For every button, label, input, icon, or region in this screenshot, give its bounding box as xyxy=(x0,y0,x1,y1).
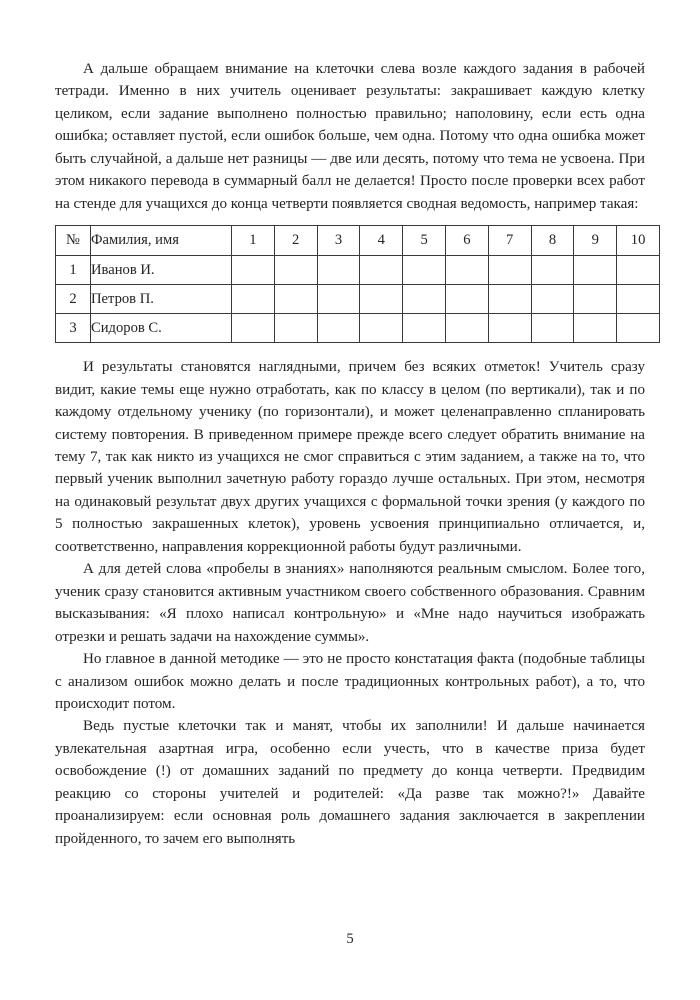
header-number: № xyxy=(56,226,91,256)
row-number: 2 xyxy=(56,285,91,314)
result-cell xyxy=(403,285,446,314)
header-task-7: 7 xyxy=(488,226,531,256)
row-number: 1 xyxy=(56,256,91,285)
result-cell xyxy=(232,314,275,343)
result-cell xyxy=(360,256,403,285)
header-task-8: 8 xyxy=(531,226,574,256)
table-row xyxy=(56,256,660,285)
result-cell xyxy=(360,314,403,343)
result-cell xyxy=(445,314,488,343)
paragraph: Ведь пустые клеточки так и манят, чтобы их заполнили! И дальше начинается увлекательная азартная игра, особенно если учесть, что в качестве приза будет освобождение (!) от домашних заданий по предмету до конца четверти. Предвидим реакцию со стороны учителей и родителей: «Да разве так можно?!» Давайте проанализируем: если основная роль домашнего задания заключается в закреплении пройденного, то зачем его выполнять xyxy=(55,718,645,847)
header-task-3: 3 xyxy=(317,226,360,256)
page-number: 5 xyxy=(346,931,354,947)
paragraph: А дальше обращаем внимание на клеточки слева возле каждого задания в рабочей тетради. Именно в них учитель оценивает результаты: закрашивает каждую клетку целиком, если задание выполнено полностью правильно; наполовину, если есть одна ошибка; оставляет пустой, если ошибок больше, чем одна. Потому что одна ошибка может быть случайной, а дальше нет разницы — две или десять, потому что тема не усвоена. При этом никакого перевода в суммарный балл не делается! Просто после проверки всех работ на стенде для учащихся до конца четверти появляется сводная ведомость, например такая: xyxy=(55,61,645,212)
result-cell xyxy=(488,256,531,285)
main-text-block xyxy=(55,356,645,850)
result-cell xyxy=(360,285,403,314)
header-task-6: 6 xyxy=(445,226,488,256)
table-row xyxy=(56,314,660,343)
header-name: Фамилия, имя xyxy=(91,226,232,256)
result-cell xyxy=(574,285,617,314)
grade-table-body xyxy=(56,226,660,343)
result-cell xyxy=(232,256,275,285)
header-task-5: 5 xyxy=(403,226,446,256)
paragraph: А для детей слова «пробелы в знаниях» наполняются реальным смыслом. Более того, ученик сразу становится активным участником своего собственного образования. Сравним высказывания: «Я плохо написал контрольную» и «Мне надо научиться изображать отрезки и решать задачи на нахождение суммы». xyxy=(55,561,645,645)
header-task-10: 10 xyxy=(617,226,660,256)
row-number: 3 xyxy=(56,314,91,343)
result-cell xyxy=(232,285,275,314)
paragraph: И результаты становятся наглядными, причем без всяких отметок! Учитель сразу видит, какие темы еще нужно отработать, как по классу в целом (по вертикали), так и по каждому отдельному ученику (по горизонтали), и может целенаправленно спланировать систему повторения. В приведенном примере прежде всего следует обратить внимание на тему 7, так как никто из учащихся не смог справиться с этим заданием, а также на то, что первый ученик выполнил зачетную работу гораздо лучше остальных. При этом, несмотря на одинаковый результат двух других учащихся с формальной точки зрения (у каждого по 5 полностью закрашенных клеток), уровень усвоения принципиально отличается, и, соответственно, направления коррекционной работы будут различными. xyxy=(55,359,645,555)
result-cell xyxy=(403,256,446,285)
header-task-4: 4 xyxy=(360,226,403,256)
result-cell xyxy=(317,285,360,314)
result-cell xyxy=(574,314,617,343)
result-cell xyxy=(403,314,446,343)
result-cell xyxy=(574,256,617,285)
result-cell xyxy=(531,314,574,343)
result-cell xyxy=(531,256,574,285)
result-cell xyxy=(274,314,317,343)
result-cell xyxy=(317,314,360,343)
result-cell xyxy=(617,285,660,314)
result-cell xyxy=(617,256,660,285)
row-student-name: Иванов И. xyxy=(91,256,232,285)
header-task-1: 1 xyxy=(232,226,275,256)
result-cell xyxy=(317,256,360,285)
result-cell xyxy=(531,285,574,314)
intro-text-block xyxy=(55,58,645,215)
result-cell xyxy=(488,285,531,314)
row-student-name: Петров П. xyxy=(91,285,232,314)
result-cell xyxy=(445,285,488,314)
row-student-name: Сидоров С. xyxy=(91,314,232,343)
header-task-2: 2 xyxy=(274,226,317,256)
result-cell xyxy=(445,256,488,285)
result-cell xyxy=(617,314,660,343)
result-cell xyxy=(488,314,531,343)
grade-table-container xyxy=(55,225,645,343)
header-task-9: 9 xyxy=(574,226,617,256)
paragraph: Но главное в данной методике — это не просто констатация факта (подобные таблицы с анализом ошибок можно делать и после традиционных контрольных работ), а то, что происходит потом. xyxy=(55,651,645,712)
table-row xyxy=(56,285,660,314)
result-cell xyxy=(274,256,317,285)
result-cell xyxy=(274,285,317,314)
grade-table xyxy=(55,225,660,343)
table-header-row xyxy=(56,226,660,256)
